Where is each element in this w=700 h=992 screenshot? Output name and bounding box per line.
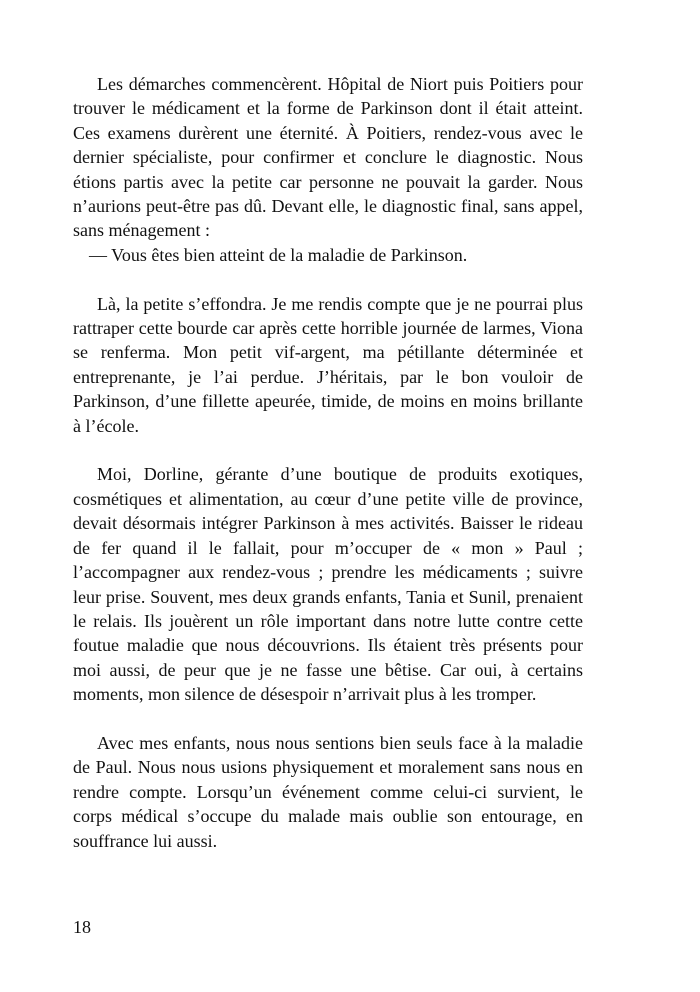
paragraph-gap (73, 438, 583, 462)
paragraph-3: Moi, Dorline, gérante d’une boutique de produits exotiques, cosmétiques et alimentation, au cœur d’une petite ville de province, devait désormais intégrer Parkinson à mes activités. Baisser le rideau de fer quand il le fallait, pour m’occuper de « mon » Paul ; l’accompagner aux rendez-vous ; prendre les médicaments ; suivre leur prise. Souvent, mes deux grands enfants, Tania et Sunil, prenaient le relais. Ils jouèrent un rôle important dans notre lutte contre cette foutue maladie que nous découvrions. Ils étaient très présents pour moi aussi, de peur que je ne fasse une bêtise. Car oui, à certains moments, mon silence de désespoir n’arrivait plus à les tromper. (73, 464, 583, 705)
dialogue-line: — Vous êtes bien atteint de la maladie de Parkinson. (89, 244, 468, 265)
paragraph-1: Les démarches commencèrent. Hôpital de Niort puis Poitiers pour trouver le médicament et la forme de Parkinson dont il était atteint. Ces examens durèrent une éternité. À Poitiers, rendez-vous avec le dernier spécialiste, pour confirmer et conclure le diagnostic. Nous étions partis avec la petite car personne ne pouvait la garder. Nous n’aurions peut-être pas dû. Devant elle, le diagnostic final, sans appel, sans ménagement : (73, 74, 583, 241)
paragraph-4: Avec mes enfants, nous nous sentions bien seuls face à la maladie de Paul. Nous nous usions physiquement et moralement sans nous en rendre compte. Lorsqu’un événement comme celui-ci survient, le corps médical s’occupe du malade mais oublie son entourage, en souffrance lui aussi. (73, 732, 583, 851)
page-body (73, 72, 583, 853)
paragraph-2: Là, la petite s’effondra. Je me rendis compte que je ne pourrai plus rattraper cette bourde car après cette horrible journée de larmes, Viona se renferma. Mon petit vif-argent, ma pétillante déterminée et entreprenante, je l’ai perdue. J’héritais, par le bon vouloir de Parkinson, d’une fillette apeurée, timide, de moins en moins brillante à l’école. (73, 293, 583, 436)
paragraph-gap (73, 267, 583, 291)
page-number: 18 (73, 917, 91, 937)
paragraph-gap (73, 707, 583, 731)
